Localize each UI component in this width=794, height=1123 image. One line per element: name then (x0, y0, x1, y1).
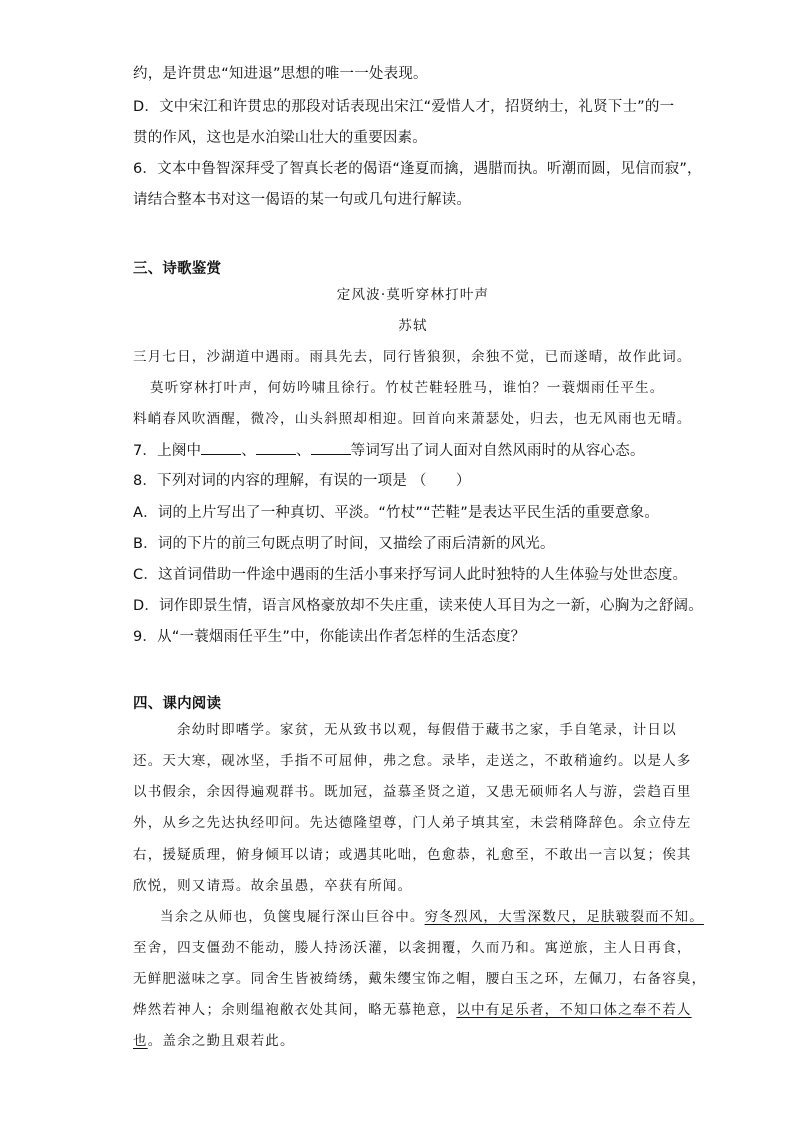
poem-author: 苏轼 (398, 318, 428, 334)
underlined-sentence: 穷冬烈风，大雪深数尺，足肤皲裂而不知。 (424, 909, 704, 925)
passage-p1-line2: 还。天大寒，砚冰坚，手指不可屈伸，弗之怠。录毕，走送之，不敢稍逾约。以是人多 (133, 753, 692, 769)
section-4-heading: 四、课内阅读 (133, 696, 222, 712)
blank-separator: 、 (241, 443, 256, 459)
section-3-heading: 三、诗歌鉴赏 (133, 261, 222, 277)
answer-blank-2[interactable] (256, 440, 296, 455)
question-8-option-d: D．词作即景生情，语言风格豪放却不失庄重，读来使人耳目为之一新，心胸为之舒阔。 (133, 598, 703, 614)
question-7-suffix: 等词写出了词人面对自然风雨时的从容心态。 (350, 443, 645, 459)
question-7-prefix: 7．上阕中 (133, 443, 202, 459)
passage-text: 。盖余之勤且艰若此。 (147, 1033, 295, 1049)
passage-p1-line5: 右，援疑质理，俯身倾耳以请；或遇其叱咄，色愈恭，礼愈至，不敢出一言以复；俟其 (133, 847, 692, 863)
question-8-option-a: A．词的上片写出了一种真切、平淡。“竹杖”“芒鞋”是表达平民生活的重要意象。 (133, 505, 660, 521)
q5-option-d-line2: 贯的作风，这也是水泊梁山壮大的重要因素。 (133, 130, 427, 146)
question-8-option-b: B．词的下片的前三句既点明了时间，又描绘了雨后清新的风光。 (133, 536, 555, 552)
question-7 (133, 440, 693, 461)
passage-p2-line3: 无鲜肥滋味之享。同舍生皆被绮绣，戴朱缨宝饰之帽，腰白玉之环，左佩刀，右备容臭， (133, 971, 707, 987)
question-6-line1: 6．文本中鲁智深拜受了智真长老的偈语“逢夏而擒，遇腊而执。听潮而圆，见信而寂”， (133, 161, 702, 177)
passage-p2-line5 (133, 1031, 693, 1051)
underlined-sentence: 以中有足乐者，不知口体之奉不若人 (456, 1002, 692, 1018)
passage-p1-line3: 以书假余，余因得遍观群书。既加冠，益慕圣贤之道，又患无硕师名人与游，尝趋百里 (133, 784, 692, 800)
answer-blank-3[interactable] (311, 440, 351, 455)
answer-blank-1[interactable] (201, 440, 241, 455)
blank-separator: 、 (295, 443, 311, 459)
passage-text: 烨然若神人；余则缊袍敝衣处其间，略无慕艳意， (133, 1002, 457, 1018)
question-9: 9．从“一蓑烟雨任平生”中，你能读出作者怎样的生活态度？ (133, 629, 526, 645)
poem-preface: 三月七日，沙湖道中遇雨。雨具先去，同行皆狼狈，余独不觉，已而遂晴，故作此词。 (133, 349, 692, 365)
poem-verse-2: 料峭春风吹酒醒，微冷，山头斜照却相迎。回首向来萧瑟处，归去，也无风雨也无晴。 (133, 411, 692, 427)
question-6-line2: 请结合整本书对这一偈语的某一句或几句进行解读。 (133, 192, 472, 208)
passage-p2-line4 (133, 1000, 693, 1020)
question-8-option-c: C．这首词借助一件途中遇雨的生活小事来抒写词人此时独特的人生体验与处世态度。 (133, 567, 688, 583)
passage-p2-line2: 至舍，四支僵劲不能动，媵人持汤沃灌，以衾拥覆，久而乃和。寓逆旅，主人日再食， (133, 940, 692, 956)
poem-verse-1: 莫听穿林打叶声，何妨吟啸且徐行。竹杖芒鞋轻胜马，谁怕？一蓑烟雨任平生。 (150, 380, 665, 396)
passage-p2-line1 (160, 907, 720, 927)
passage-text: 当余之从师也，负箧曳屣行深山巨谷中。 (160, 909, 425, 925)
passage-p1-line6: 欣悦，则又请焉。故余虽愚，卒获有所闻。 (133, 878, 413, 894)
passage-p1-line4: 外，从乡之先达执经叩问。先达德隆望尊，门人弟子填其室，未尝稍降辞色。余立侍左 (133, 815, 692, 831)
question-8: 8．下列对词的内容的理解，有误的一项是 （ ） (133, 473, 471, 489)
passage-p1-line1: 余幼时即嗜学。家贫，无从致书以观，每假借于藏书之家，手自笔录，计日以 (177, 722, 677, 738)
poem-title: 定风波·莫听穿林打叶声 (336, 287, 490, 303)
underlined-sentence-end: 也 (133, 1033, 148, 1049)
q5-option-c-tail: 约，是许贯忠“知进退”思想的唯一一处表现。 (133, 66, 428, 82)
q5-option-d-line1: D．文中宋江和许贯忠的那段对话表现出宋江“爱惜人才，招贤纳士，礼贤下士”的一 (133, 99, 675, 115)
